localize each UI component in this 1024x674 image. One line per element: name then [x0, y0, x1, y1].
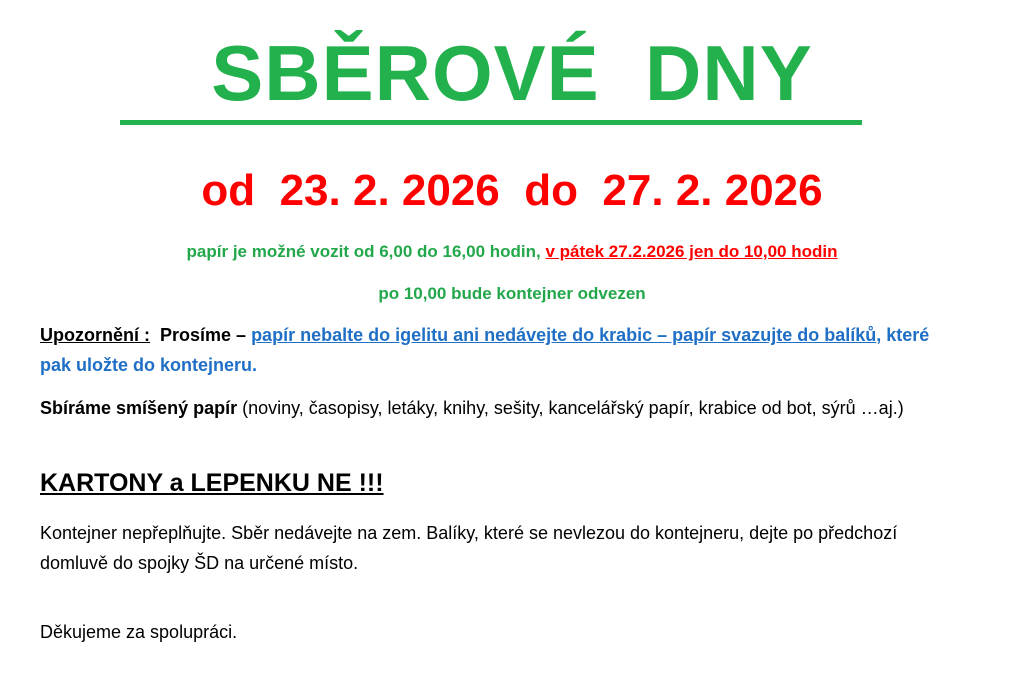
collected-items	[40, 393, 950, 423]
hours-normal: papír je možné vozit od 6,00 do 16,00 hodin,	[186, 242, 546, 261]
date-range: od 23. 2. 2026 do 27. 2. 2026	[201, 166, 823, 215]
thanks-text: Děkujeme za spolupráci.	[40, 622, 238, 642]
collected-list: (noviny, časopisy, letáky, knihy, sešity, kancelářský papír, krabice od bot, sýrů …aj.)	[237, 398, 904, 418]
cardboard-warning: KARTONY a LEPENKU NE !!!	[40, 469, 384, 497]
hours-friday: v pátek 27.2.2026 jen do 10,00 hodin	[545, 242, 838, 261]
title-underline	[120, 120, 862, 125]
page-title: SBĚROVÉ DNY	[211, 29, 813, 117]
container-removed-note: po 10,00 bude kontejner odvezen	[378, 284, 646, 303]
notice-please: Prosíme –	[150, 325, 252, 345]
notice-link[interactable]: papír nebalte do igelitu ani nedávejte do krabic – papír svazujte do balíků	[251, 325, 877, 345]
opening-hours	[0, 240, 1024, 264]
notice-paragraph	[40, 320, 950, 380]
notice-rest: , které pak uložte do kontejneru.	[40, 325, 930, 375]
collected-heading: Sbíráme smíšený papír	[40, 398, 238, 418]
notice-label: Upozornění :	[40, 325, 150, 345]
instructions-paragraph: Kontejner nepřeplňujte. Sběr nedávejte na zem. Balíky, které se nevlezou do kontejneru, dejte po předchozí domluvě do spojky ŠD na určené místo.	[40, 523, 898, 573]
